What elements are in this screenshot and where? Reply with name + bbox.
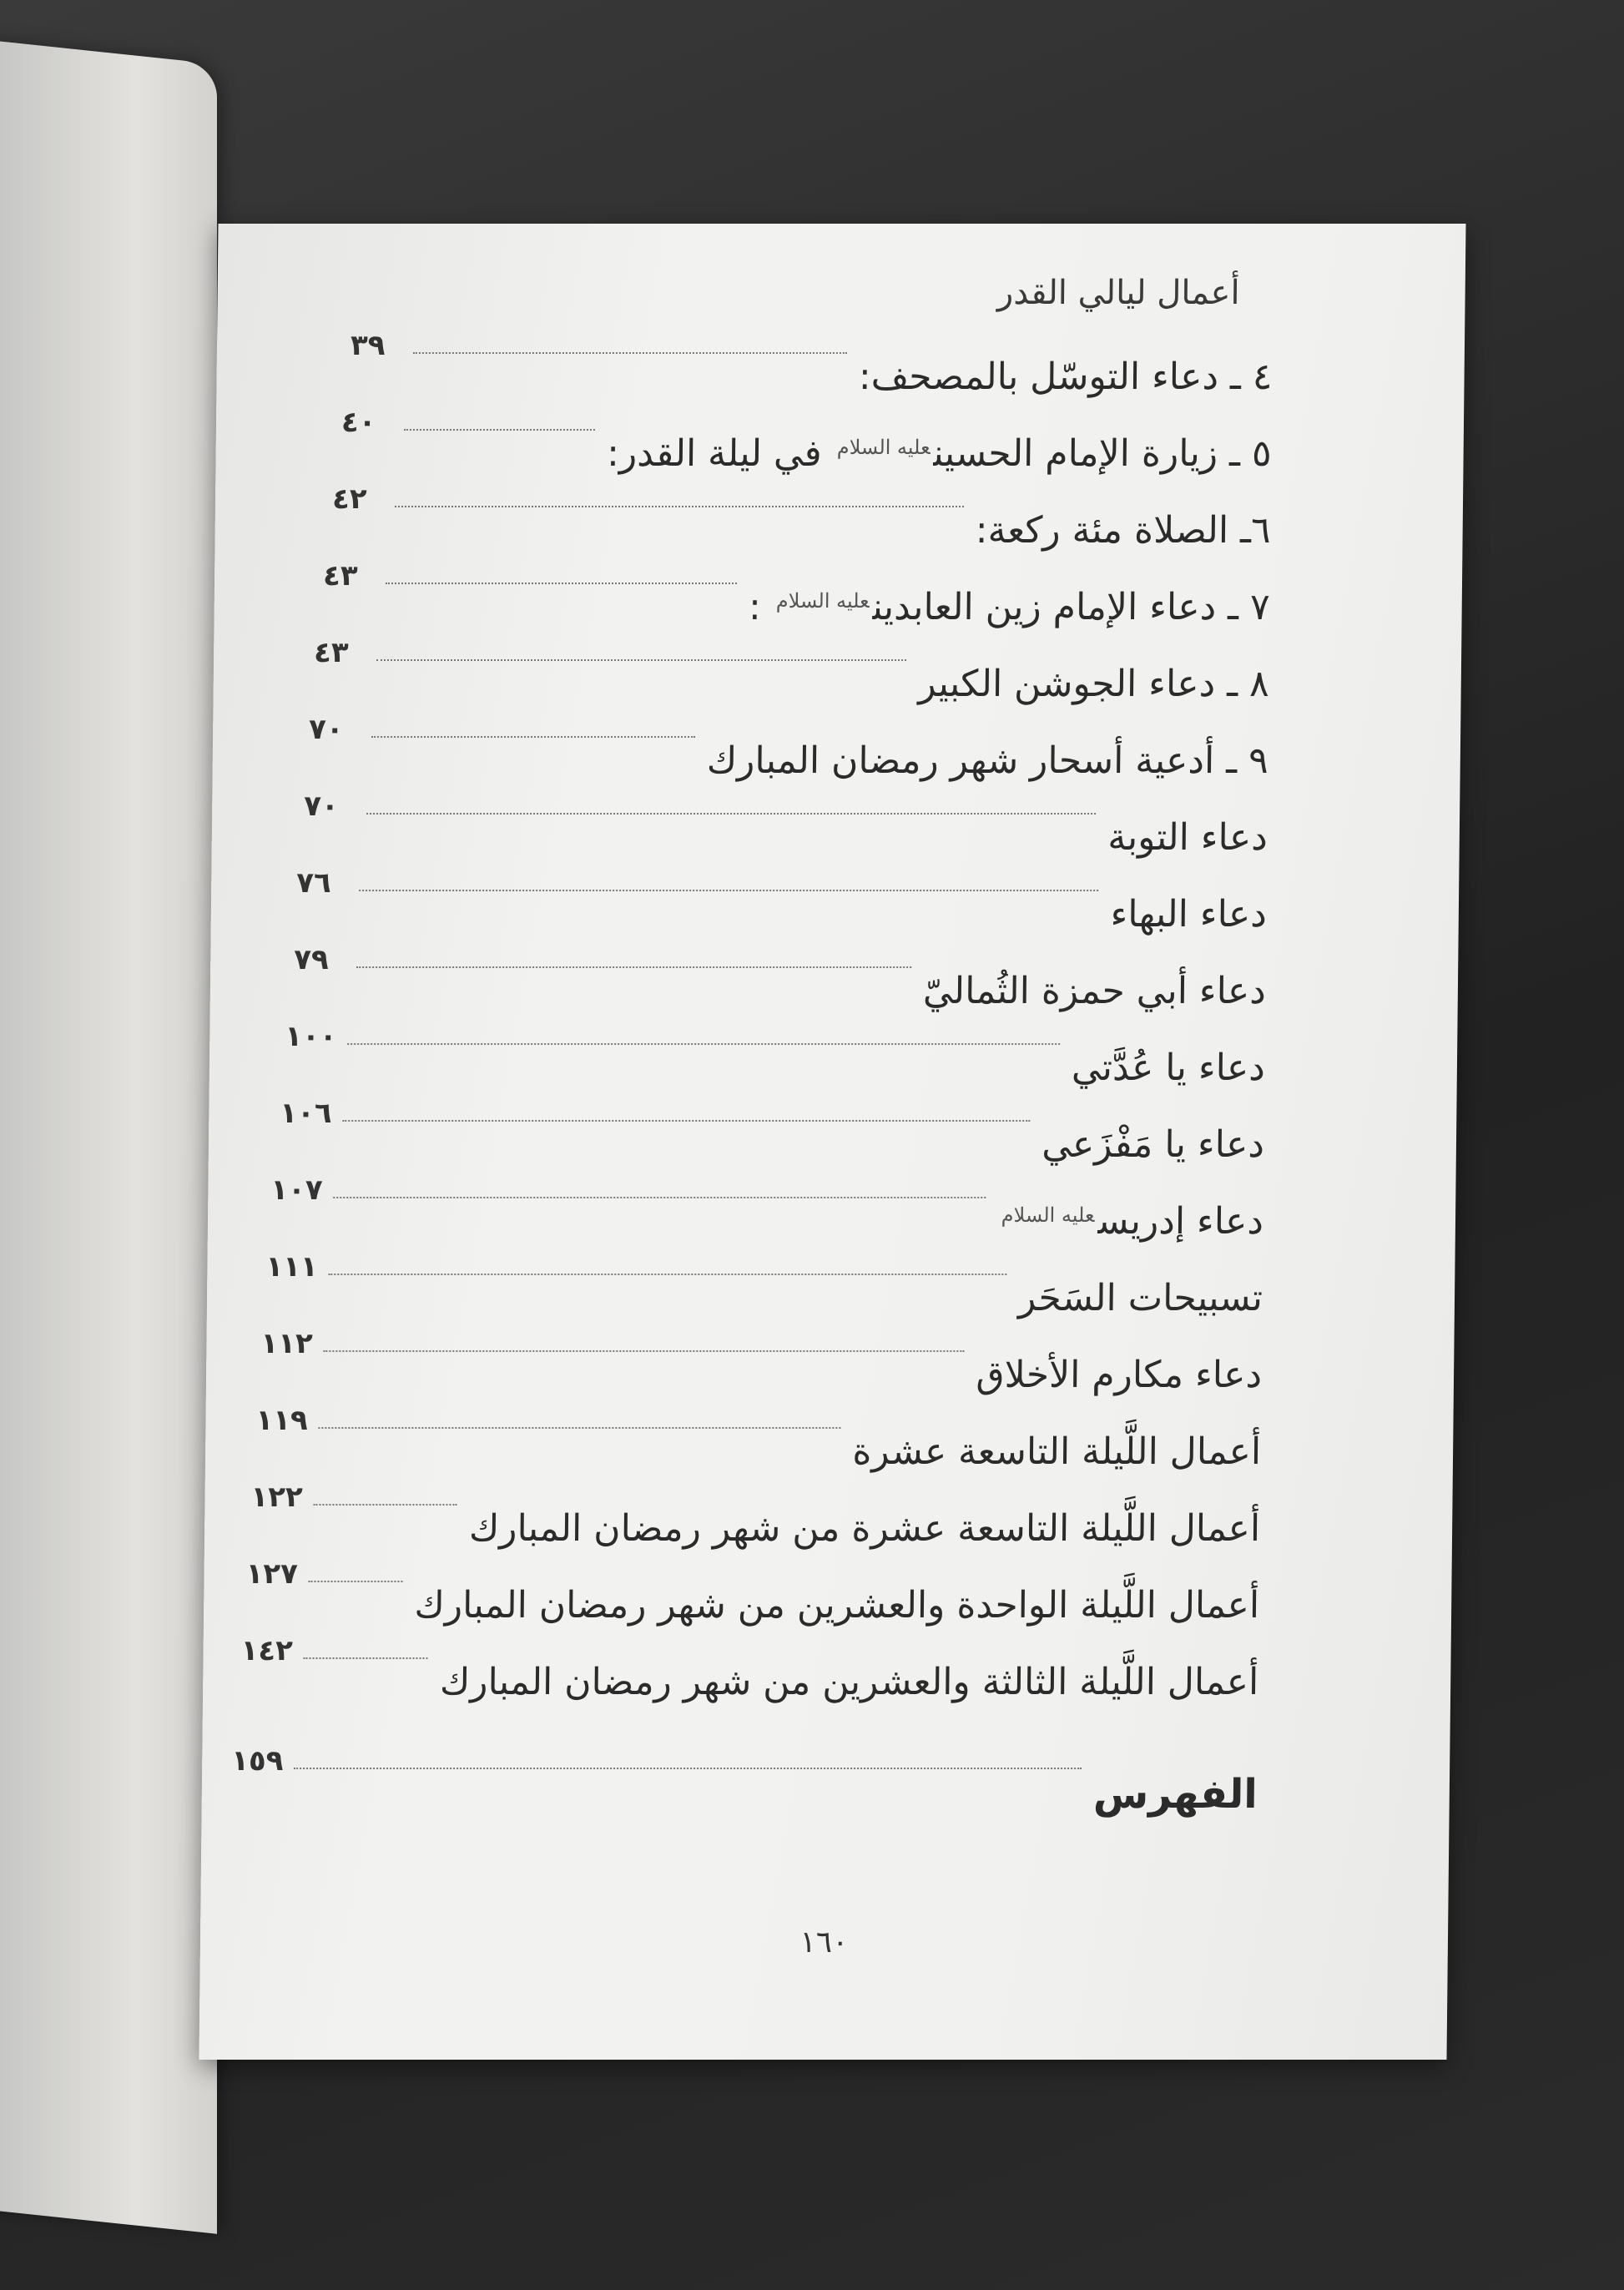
leader-dots bbox=[313, 1504, 456, 1506]
toc-entry-page: ٤٢ bbox=[331, 482, 367, 516]
toc-entry-title: أعمال اللَّيلة التاسعة عشرة من شهر رمضان المبارك bbox=[468, 1507, 1261, 1550]
leader-dots bbox=[342, 1120, 1030, 1122]
toc-entry-page: ٤٣ bbox=[322, 559, 358, 593]
toc-entry-title: دعاء إدريس$^{عليه السلام}$ bbox=[1001, 1200, 1264, 1243]
honorific-glyph: عليه السلام bbox=[1001, 1203, 1095, 1227]
leader-dots bbox=[395, 506, 964, 507]
toc-entry bbox=[240, 1634, 1259, 1723]
toc-entry bbox=[303, 789, 1268, 878]
toc-entry bbox=[265, 1250, 1263, 1339]
toc-entry-title: دعاء البهاء bbox=[1110, 893, 1268, 936]
toc-entry-title: الفهرس bbox=[1092, 1771, 1258, 1818]
toc-entry bbox=[313, 636, 1270, 724]
leader-dots bbox=[333, 1197, 986, 1198]
leader-dots bbox=[404, 429, 595, 431]
toc-entry bbox=[245, 1557, 1260, 1646]
leader-dots bbox=[376, 659, 906, 661]
leader-dots bbox=[386, 583, 737, 584]
leader-dots bbox=[413, 352, 847, 354]
toc-entry-title: دعاء أبي حمزة الثُماليّ bbox=[922, 970, 1267, 1012]
leader-dots bbox=[323, 1350, 964, 1352]
toc-entry-title: دعاء التوبة bbox=[1107, 816, 1268, 859]
toc-entry-title: دعاء مكارم الأخلاق bbox=[976, 1354, 1263, 1396]
toc-entry-page: ١١٢ bbox=[260, 1327, 313, 1360]
toc-entry-title: ٨ ـ دعاء الجوشن الكبير bbox=[918, 663, 1270, 705]
page-number: ١٦٠ bbox=[799, 1925, 849, 1960]
toc-entry bbox=[250, 1480, 1261, 1569]
toc-entry-page: ١٢٧ bbox=[245, 1557, 299, 1591]
leader-dots bbox=[371, 736, 695, 738]
toc-entry-page: ١٢٢ bbox=[250, 1480, 304, 1514]
toc-entry-page: ١٤٢ bbox=[240, 1634, 294, 1667]
toc-entry-page: ٧٦ bbox=[296, 866, 331, 900]
toc-entry bbox=[331, 482, 1271, 571]
toc-entry-title: أعمال اللَّيلة الواحدة والعشرين من شهر رمضان المبارك bbox=[414, 1584, 1260, 1627]
toc-entry-page: ٧٠ bbox=[304, 789, 339, 823]
leader-dots bbox=[359, 890, 1098, 891]
leader-dots bbox=[366, 813, 1096, 815]
leader-dots bbox=[328, 1274, 1006, 1275]
toc-entry-page: ٣٩ bbox=[350, 329, 386, 362]
toc-entry bbox=[350, 329, 1273, 417]
toc-entry-page: ٧٩ bbox=[294, 943, 330, 976]
toc-entry-page: ٧٠ bbox=[308, 713, 344, 746]
toc-entry-page: ٤٣ bbox=[313, 636, 349, 669]
toc-entry bbox=[293, 943, 1267, 1032]
toc-entry bbox=[295, 866, 1268, 955]
toc-entry-title: تسبيحات السَحَر bbox=[1017, 1277, 1263, 1319]
toc-entry bbox=[270, 1173, 1264, 1262]
leader-dots bbox=[294, 1768, 1082, 1769]
toc-entry-title: أعمال اللَّيلة التاسعة عشرة bbox=[852, 1430, 1262, 1473]
toc-entry bbox=[308, 713, 1269, 801]
toc-entry-page: ١٠٦ bbox=[280, 1097, 332, 1130]
toc-entry bbox=[260, 1327, 1263, 1415]
toc-entry-page: ١١٩ bbox=[255, 1404, 308, 1437]
book-page bbox=[199, 224, 1465, 2060]
toc-entry-title: ٤ ـ دعاء التوسّل بالمصحف: bbox=[858, 356, 1273, 398]
leader-dots bbox=[304, 1657, 428, 1659]
toc-entry-page: ١٠٧ bbox=[270, 1173, 323, 1207]
leader-dots bbox=[347, 1043, 1060, 1045]
toc-entry-page: ٤٠ bbox=[340, 406, 376, 439]
running-header: أعمال ليالي القدر bbox=[996, 274, 1240, 312]
toc-entry bbox=[322, 559, 1270, 648]
honorific-glyph: عليه السلام bbox=[836, 436, 931, 459]
toc-entry-title: دعاء يا عُدَّتي bbox=[1071, 1047, 1266, 1089]
toc-entry-title: دعاء يا مَفْزَعي bbox=[1041, 1123, 1265, 1166]
left-page-edge bbox=[0, 36, 217, 2234]
toc-entry-title: ٥ ـ زيارة الإمام الحسين$^{عليه السلام}$ في ليلة القدر: bbox=[606, 432, 1272, 475]
leader-dots bbox=[318, 1427, 840, 1429]
toc-entry-page: ١١١ bbox=[265, 1250, 318, 1284]
toc-entry-title: أعمال اللَّيلة الثالثة والعشرين من شهر رمضان المبارك bbox=[439, 1661, 1259, 1703]
toc-entry-page: ١٥٩ bbox=[231, 1744, 284, 1778]
toc-entry bbox=[230, 1744, 1258, 1833]
toc-entry-title: ٦ـ الصلاة مئة ركعة: bbox=[975, 509, 1271, 552]
toc-entry-title: ٧ ـ دعاء الإمام زين العابدين$^{عليه السلام}$ : bbox=[748, 586, 1270, 628]
toc-entry bbox=[340, 406, 1272, 494]
toc-entry bbox=[284, 1020, 1266, 1108]
leader-dots bbox=[356, 966, 911, 968]
toc-entry-page: ١٠٠ bbox=[285, 1020, 337, 1053]
table-of-contents bbox=[226, 329, 1273, 1833]
toc-entry-title: ٩ ـ أدعية أسحار شهر رمضان المبارك bbox=[706, 739, 1269, 782]
toc-entry bbox=[255, 1404, 1262, 1492]
honorific-glyph: عليه السلام bbox=[775, 589, 870, 613]
leader-dots bbox=[308, 1581, 402, 1582]
toc-entry bbox=[279, 1097, 1265, 1185]
